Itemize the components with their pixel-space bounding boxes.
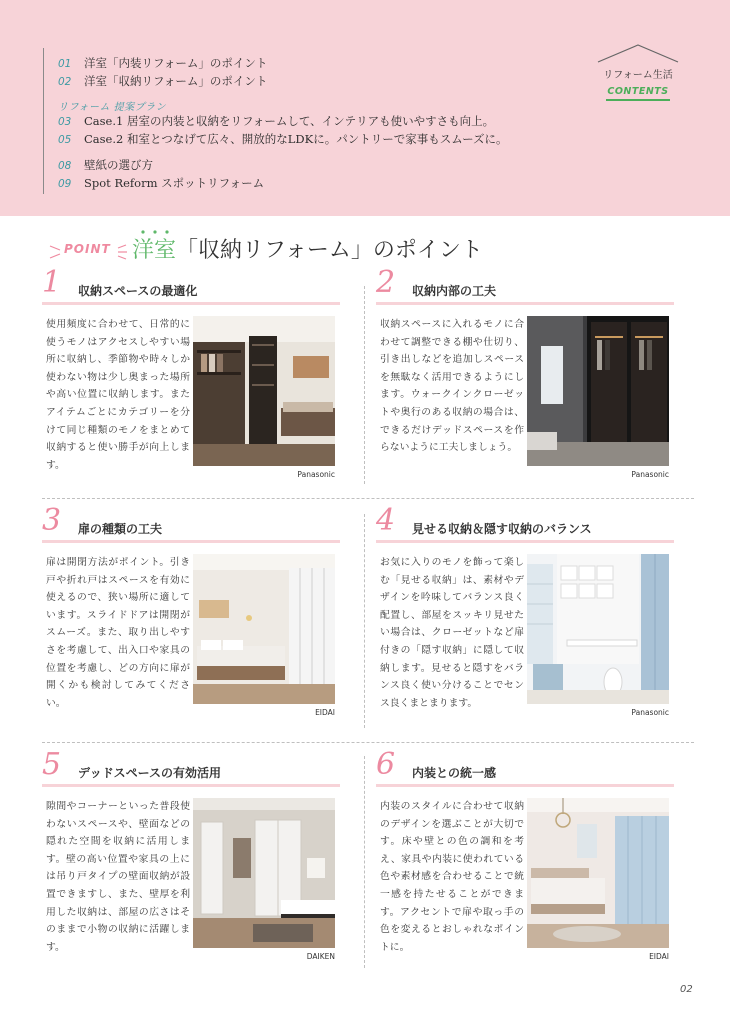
wall-storage-photo xyxy=(193,798,335,948)
grid-divider-vertical xyxy=(364,514,365,728)
card-header xyxy=(376,747,674,786)
page-number: 02 xyxy=(680,984,693,995)
card-body: 収納スペースに入れるモノに合わせて調整できる棚や仕切り、引き出しなどを追加しスペースを無駄なく活用できるようにします。ウォークインクローゼットや奥行のある収納の場合は、できるだけデッドスペースを作らないように工夫しましょう。 xyxy=(380,319,524,454)
card-title: 扉の種類の工夫 xyxy=(78,522,163,536)
grid-divider-vertical xyxy=(364,756,365,968)
card-header xyxy=(42,747,340,786)
card-title-bar xyxy=(42,302,340,305)
card-body: 扉は開閉方法がポイント。引き戸や折れ戸はスペースを有効に使えるので、狭い場所に適しています。スライドドアは開閉がスムーズ。また、取り出しやすさを考慮して、出入口や家具の位置を考慮し、どの方向に扉が開くかも検討してみてください。 xyxy=(46,557,190,709)
card-title-bar xyxy=(376,302,674,305)
card-title: 内装との統一感 xyxy=(412,766,497,780)
toc-item[interactable]: 02 洋室「収納リフォーム」のポイント xyxy=(58,74,268,88)
photo-credit: Panasonic xyxy=(297,470,335,479)
photo-credit: Panasonic xyxy=(631,708,669,717)
card-body: 内装のスタイルに合わせて収納のデザインを選ぶことが大切です。床や壁との色の調和を考え、家具や内装に使われている色や素材感を合わせることで統一感を持たせることができます。アクセントで扉や取っ手の色を変えるとおしゃれなポイントに。 xyxy=(380,801,524,953)
toc-item[interactable]: 09 Spot Reform スポットリフォーム xyxy=(58,176,265,190)
grid-divider-horizontal xyxy=(42,742,694,743)
card-body: 隙間やコーナーといった普段使わないスペースや、壁面などの隠れた空間を収納に活用します。壁の高い位置や家具の上には吊り戸タイプの壁面収納が設置できますし、また、壁厚を利用した収納は、部屋の広さはそのままで小物の収納に活躍します。 xyxy=(46,801,190,953)
photo-credit: Panasonic xyxy=(631,470,669,479)
toc-subheading: リフォーム 提案プラン xyxy=(58,102,167,113)
card-number: 5 xyxy=(42,747,62,782)
card-title-bar xyxy=(42,784,340,787)
toc-item[interactable]: 03 Case.1 居室の内装と収納をリフォームして、インテリアも使いやすさも向上。 xyxy=(58,114,495,128)
point-text: POINT xyxy=(64,242,111,256)
card-number: 4 xyxy=(376,503,396,538)
card-body: 使用頻度に合わせて、日常的に使うモノはアクセスしやすい場所に収納し、季節物や時々しか使わない物は少し奥まった場所や高い位置に収納します。またアイテムごとにカテゴリーを分けて同じ種類のモノをまとめて収納すると使い勝手が向上します。 xyxy=(46,319,190,471)
section-title-accent: 洋室 xyxy=(132,238,177,263)
card-header xyxy=(376,503,674,542)
contents-header xyxy=(0,0,730,216)
card-header xyxy=(376,265,674,304)
badge-title: リフォーム生活 xyxy=(603,70,673,81)
section-title xyxy=(132,235,483,271)
card-header xyxy=(42,265,340,304)
grid-divider-horizontal xyxy=(42,498,694,499)
card-number: 6 xyxy=(376,747,396,782)
card-title: デッドスペースの有効活用 xyxy=(78,766,222,780)
card-title: 収納内部の工夫 xyxy=(412,284,497,298)
house-roof-icon xyxy=(596,42,680,66)
table-of-contents xyxy=(43,48,563,194)
card-title-bar xyxy=(376,540,674,543)
coordinated-bedroom-photo xyxy=(527,798,669,948)
walk-in-closet-photo xyxy=(193,316,335,466)
badge-contents-label: CONTENTS xyxy=(607,86,669,97)
toc-item[interactable]: 08 壁紙の選び方 xyxy=(58,158,153,172)
card-body: お気に入りのモノを飾って楽しむ「見せる収納」は、素材やデザインを吟味してバランス良く配置し、部屋をスッキリ見せたい場合は、クローゼットなど扉付きの「隠す収納」に隠して収納します。見せると隠すをバランス良く使い分けることでセンス良くまとまります。 xyxy=(380,557,524,709)
photo-credit: DAIKEN xyxy=(306,952,335,961)
badge-underline xyxy=(606,99,670,101)
card-title-bar xyxy=(42,540,340,543)
glass-door-closet-photo xyxy=(527,316,669,466)
photo-credit: EIDAI xyxy=(649,952,669,961)
photo-credit: EIDAI xyxy=(315,708,335,717)
kids-room-storage-photo xyxy=(527,554,669,704)
contents-badge xyxy=(596,42,680,104)
card-title-bar xyxy=(376,784,674,787)
point-label xyxy=(48,242,128,262)
card-title: 収納スペースの最適化 xyxy=(78,284,198,298)
card-title: 見せる収納＆隠す収納のバランス xyxy=(412,522,592,536)
toc-item[interactable]: 01 洋室「内装リフォーム」のポイント xyxy=(58,56,268,70)
grid-divider-vertical xyxy=(364,286,365,484)
card-number: 1 xyxy=(42,265,62,300)
card-header xyxy=(42,503,340,542)
toc-item[interactable]: 05 Case.2 和室とつなげて広々、開放的なLDKに。パントリーで家事もスムーズに。 xyxy=(58,132,508,146)
card-number: 3 xyxy=(42,503,62,538)
card-number: 2 xyxy=(376,265,396,300)
section-title-rest: 「収納リフォーム」のポイント xyxy=(176,238,483,263)
bedroom-sliding-door-photo xyxy=(193,554,335,704)
